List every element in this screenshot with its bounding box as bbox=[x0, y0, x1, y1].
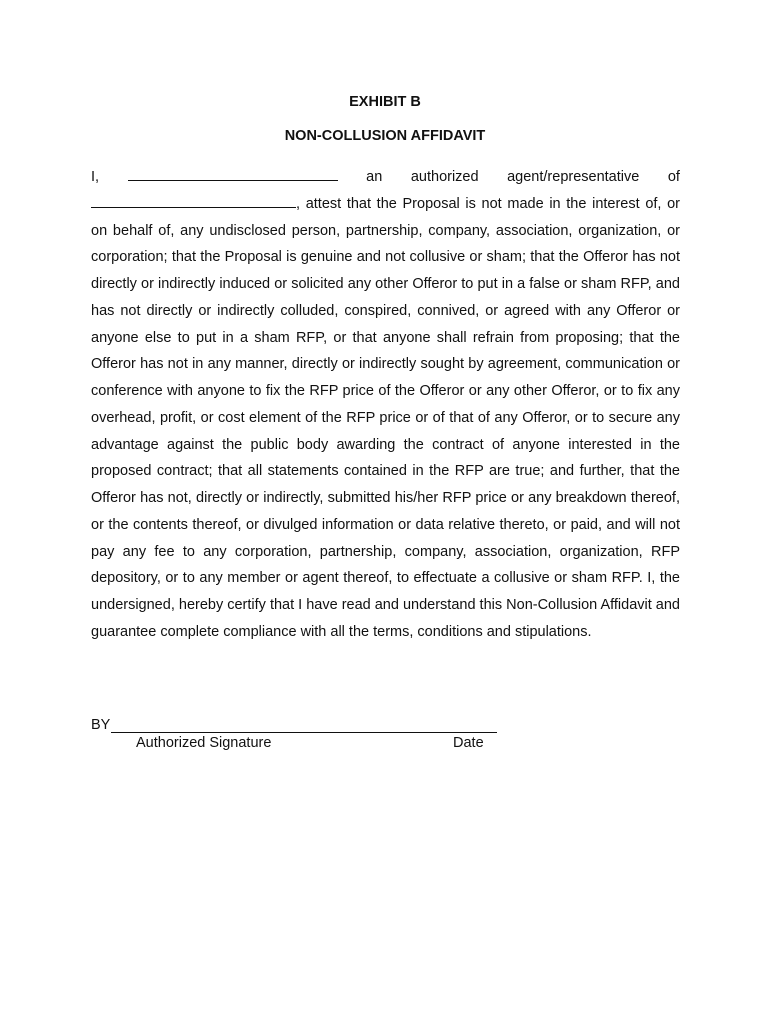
word-authorized: authorized bbox=[410, 169, 479, 185]
affidavit-paragraph bbox=[91, 191, 680, 646]
by-label: BY bbox=[91, 717, 111, 733]
signature-block bbox=[91, 716, 497, 755]
word-of: of bbox=[667, 169, 680, 185]
affiant-line bbox=[91, 164, 680, 191]
attest-clause: , attest that the Proposal is not made in the interest of, or bbox=[296, 195, 680, 212]
affidavit-title: NON-COLLUSION AFFIDAVIT bbox=[284, 128, 486, 144]
date-label: Date bbox=[453, 735, 484, 751]
exhibit-heading: EXHIBIT B bbox=[349, 94, 421, 110]
signature-line[interactable] bbox=[111, 716, 497, 733]
affiant-name-field[interactable] bbox=[128, 166, 338, 181]
authorized-signature-label: Authorized Signature bbox=[136, 735, 272, 751]
signature-row bbox=[91, 716, 497, 733]
word-agent: agent/representative bbox=[507, 169, 640, 185]
affidavit-body bbox=[91, 164, 680, 646]
organization-name-field[interactable] bbox=[91, 193, 296, 208]
signature-labels bbox=[91, 735, 497, 755]
word-an: an bbox=[366, 169, 383, 185]
pronoun-text: I, bbox=[91, 169, 100, 185]
affidavit-text: on behalf of, any undisclosed person, partnership, company, association, organization, or corporation; that the Proposal is genuine and not collusive or sham; that the Offeror has not directly or indirectly induced or solicited any other Offeror to put in a false or sham RFP, and has not directly or indirectly colluded, conspired, connived, or agreed with any Offeror or anyone else to put in a sham RFP, or that anyone shall refrain from proposing; that the Offeror has not in any manner, directly or indirectly sought by agreement, communication or conference with anyone to fix the RFP price of the Offeror or any other Offeror, or to fix any overhead, profit, or cost element of the RFP price or of that of any Offeror, or to secure any advantage against the public body awarding the contract of anyone interested in the proposed contract; that all statements contained in the RFP are true; and further, that the Offeror has not, directly or indirectly, submitted his/her RFP price or any breakdown thereof, or the contents thereof, or divulged information or data relative thereto, or paid, and will not pay any fee to any corporation, partnership, company, association, organization, RFP depository, or to any member or agent thereof, to effectuate a collusive or sham RFP. I, the undersigned, hereby certify that I have read and understand this Non-Collusion Affidavit and guarantee complete compliance with all the terms, conditions and stipulations. bbox=[91, 222, 680, 640]
